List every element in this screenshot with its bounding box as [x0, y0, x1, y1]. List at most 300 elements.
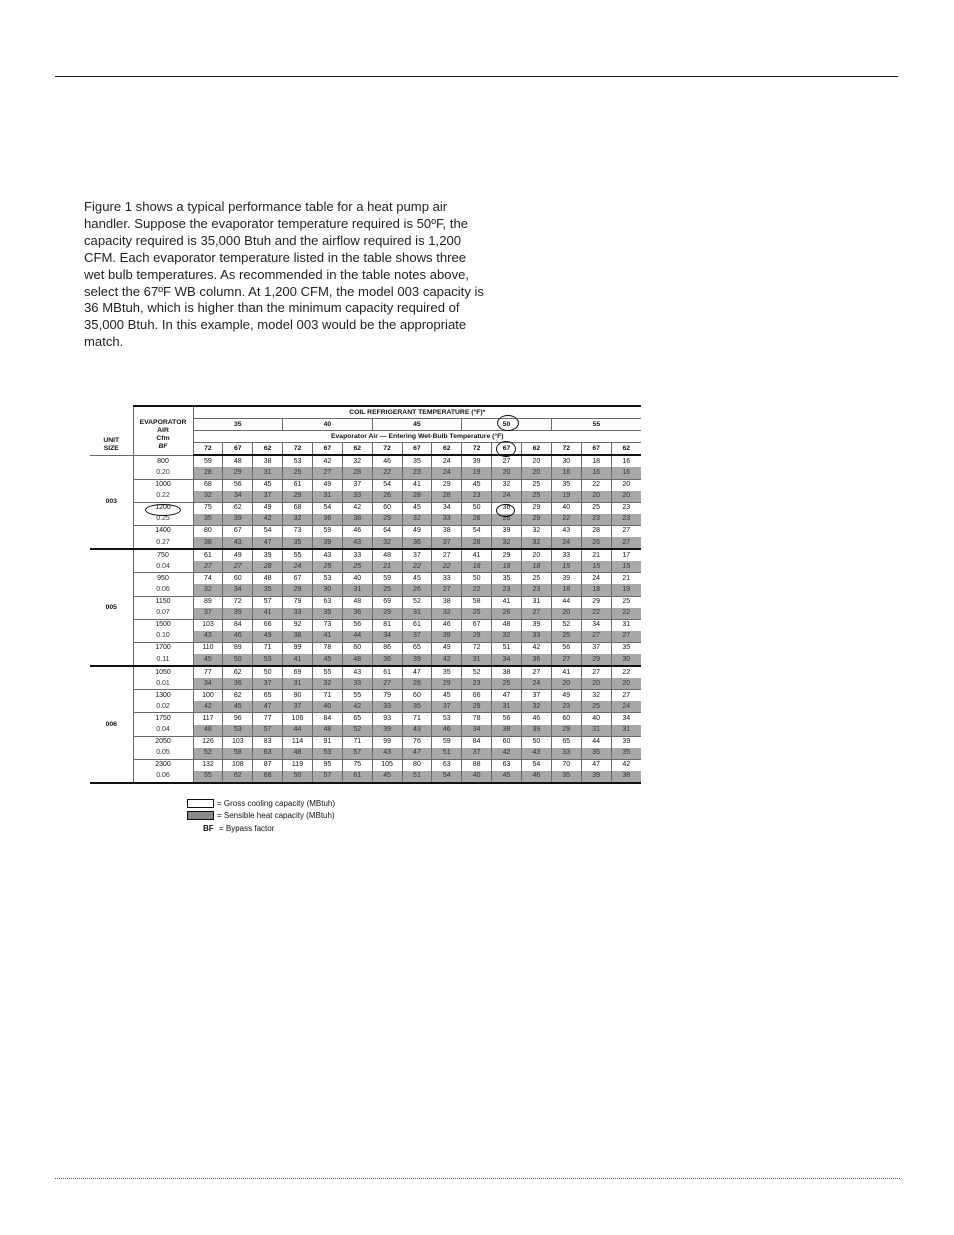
gross-capacity-cell: 43	[312, 549, 342, 561]
sensible-capacity-cell: 16	[551, 467, 581, 479]
gross-capacity-cell: 72	[223, 596, 253, 608]
gross-capacity-cell: 96	[223, 713, 253, 725]
gross-capacity-cell: 84	[462, 736, 492, 748]
gross-capacity-cell: 62	[223, 502, 253, 514]
sensible-capacity-cell: 31	[283, 678, 313, 690]
gross-capacity-cell: 75	[193, 502, 223, 514]
gross-capacity-cell: 75	[342, 759, 372, 771]
gross-capacity-cell: 20	[521, 549, 551, 561]
performance-table	[90, 405, 641, 784]
bypass-factor: 0.11	[133, 654, 193, 666]
highlight-circle-67	[496, 441, 516, 457]
bypass-factor: 0.20	[133, 467, 193, 479]
gross-capacity-cell: 40	[551, 502, 581, 514]
sensible-capacity-cell: 34	[223, 491, 253, 503]
gross-capacity-cell: 25	[611, 596, 641, 608]
sensible-capacity-cell: 47	[253, 537, 283, 549]
sensible-capacity-cell: 31	[253, 467, 283, 479]
sensible-capacity-cell: 43	[342, 537, 372, 549]
gross-capacity-cell: 24	[581, 573, 611, 585]
sensible-capacity-cell: 25	[283, 467, 313, 479]
sensible-capacity-cell: 23	[492, 584, 522, 596]
gross-capacity-cell: 60	[551, 713, 581, 725]
sensible-capacity-cell: 31	[462, 654, 492, 666]
gross-capacity-cell: 27	[432, 549, 462, 561]
gross-capacity-cell: 48	[342, 596, 372, 608]
evaporator-header-line: Cfm	[156, 435, 170, 442]
gross-capacity-cell: 99	[283, 642, 313, 654]
sensible-capacity-cell: 29	[462, 631, 492, 643]
gross-capacity-cell: 29	[521, 502, 551, 514]
gross-capacity-cell: 52	[402, 596, 432, 608]
gross-capacity-cell: 31	[611, 619, 641, 631]
sensible-capacity-cell: 62	[223, 771, 253, 783]
gross-capacity-cell: 49	[432, 642, 462, 654]
wb-temp-62: 62	[342, 443, 372, 456]
gross-capacity-cell: 93	[372, 713, 402, 725]
airflow-cfm: 1500	[133, 619, 193, 631]
sensible-capacity-cell: 27	[521, 608, 551, 620]
gross-capacity-cell: 62	[223, 666, 253, 678]
bypass-factor: 0.04	[133, 725, 193, 737]
gross-capacity-cell: 45	[402, 502, 432, 514]
sensible-capacity-cell: 39	[402, 654, 432, 666]
sensible-capacity-cell: 23	[402, 467, 432, 479]
gross-capacity-cell: 71	[253, 642, 283, 654]
sensible-capacity-cell: 18	[551, 584, 581, 596]
airflow-cfm: 1050	[133, 666, 193, 678]
sensible-capacity-cell: 20	[581, 491, 611, 503]
sensible-capacity-cell: 38	[193, 537, 223, 549]
gross-capacity-cell: 87	[253, 759, 283, 771]
gross-capacity-cell: 37	[342, 479, 372, 491]
gross-capacity-cell: 20	[521, 455, 551, 467]
sensible-capacity-cell: 20	[492, 467, 522, 479]
sensible-capacity-cell: 20	[611, 491, 641, 503]
sensible-capacity-cell: 20	[521, 467, 551, 479]
gross-capacity-cell: 46	[521, 713, 551, 725]
sensible-capacity-cell: 23	[581, 514, 611, 526]
gross-capacity-cell: 38	[432, 525, 462, 537]
gross-capacity-cell: 99	[372, 736, 402, 748]
bypass-factor: 0.27	[133, 537, 193, 549]
sensible-capacity-cell: 52	[342, 725, 372, 737]
bypass-factor: 0.06	[133, 584, 193, 596]
sensible-capacity-cell: 28	[193, 467, 223, 479]
gross-capacity-cell: 61	[402, 619, 432, 631]
sensible-capacity-cell: 49	[253, 631, 283, 643]
gross-capacity-cell: 73	[283, 525, 313, 537]
sensible-capacity-cell: 22	[402, 561, 432, 573]
gross-capacity-cell: 117	[193, 713, 223, 725]
sensible-capacity-cell: 32	[283, 514, 313, 526]
gross-capacity-cell: 71	[342, 736, 372, 748]
coil-temp-55: 55	[551, 419, 641, 431]
sensible-capacity-cell: 31	[611, 725, 641, 737]
gross-capacity-cell: 82	[223, 690, 253, 702]
sensible-capacity-cell: 47	[402, 748, 432, 760]
gross-capacity-cell: 86	[372, 642, 402, 654]
gross-capacity-cell: 61	[193, 549, 223, 561]
gross-capacity-cell: 64	[372, 525, 402, 537]
sensible-capacity-cell: 57	[312, 771, 342, 783]
sensible-capacity-cell: 48	[283, 748, 313, 760]
gross-capacity-cell: 32	[521, 525, 551, 537]
sensible-capacity-cell: 18	[521, 561, 551, 573]
sensible-capacity-cell: 31	[492, 701, 522, 713]
gross-capacity-cell: 37	[581, 642, 611, 654]
gross-capacity-cell: 42	[342, 502, 372, 514]
sensible-capacity-cell: 32	[521, 701, 551, 713]
bypass-factor: 0.22	[133, 491, 193, 503]
gross-capacity-cell: 38	[492, 666, 522, 678]
sensible-capacity-cell: 18	[581, 584, 611, 596]
highlight-circle-1200	[145, 504, 181, 516]
sensible-capacity-cell: 39	[581, 771, 611, 783]
airflow-cfm: 1400	[133, 525, 193, 537]
gross-capacity-cell: 47	[581, 759, 611, 771]
gross-capacity-cell: 48	[492, 619, 522, 631]
gross-capacity-cell: 27	[581, 666, 611, 678]
gross-capacity-cell: 67	[223, 525, 253, 537]
gross-capacity-cell: 23	[611, 502, 641, 514]
gross-capacity-cell: 92	[283, 619, 313, 631]
wb-temp-67: 67	[581, 443, 611, 456]
gross-capacity-cell: 78	[312, 642, 342, 654]
airflow-cfm: 800	[133, 455, 193, 467]
gross-capacity-cell: 18	[581, 455, 611, 467]
sensible-capacity-cell: 43	[402, 725, 432, 737]
sensible-capacity-cell: 25	[372, 584, 402, 596]
sensible-capacity-cell: 52	[193, 748, 223, 760]
sensible-capacity-cell: 33	[342, 678, 372, 690]
unit-size-header-line-1: UNIT	[103, 436, 120, 444]
sensible-capacity-cell: 29	[372, 608, 402, 620]
sensible-capacity-cell: 53	[312, 748, 342, 760]
gross-capacity-cell: 29	[581, 596, 611, 608]
coil-temp-header: COIL REFRIGERANT TEMPERATURE (°F)*	[193, 406, 641, 419]
sensible-capacity-cell: 25	[521, 491, 551, 503]
wb-temp-62: 62	[611, 443, 641, 456]
sensible-capacity-cell: 21	[372, 561, 402, 573]
gross-capacity-cell: 35	[432, 666, 462, 678]
sensible-capacity-cell: 23	[551, 701, 581, 713]
sensible-capacity-cell: 24	[521, 678, 551, 690]
gross-capacity-cell: 21	[611, 573, 641, 585]
gross-capacity-cell: 110	[193, 642, 223, 654]
sensible-capacity-cell: 28	[492, 514, 522, 526]
sensible-capacity-cell: 15	[551, 561, 581, 573]
gross-capacity-cell: 106	[283, 713, 313, 725]
sensible-capacity-cell: 33	[551, 748, 581, 760]
gross-capacity-cell: 54	[312, 502, 342, 514]
gross-capacity-cell: 39	[253, 549, 283, 561]
sensible-capacity-cell: 34	[193, 678, 223, 690]
sensible-capacity-cell: 39	[432, 631, 462, 643]
gross-capacity-cell: 108	[223, 759, 253, 771]
gross-capacity-cell: 49	[551, 690, 581, 702]
wb-temp-72: 72	[372, 443, 402, 456]
gross-capacity-cell: 33	[551, 549, 581, 561]
sensible-capacity-cell: 39	[312, 537, 342, 549]
sensible-capacity-cell: 45	[223, 701, 253, 713]
gross-capacity-cell: 27	[492, 455, 522, 467]
gross-capacity-cell: 21	[581, 549, 611, 561]
gross-capacity-cell: 27	[611, 525, 641, 537]
sensible-capacity-cell: 28	[402, 678, 432, 690]
gross-capacity-cell: 38	[253, 455, 283, 467]
gross-capacity-cell: 53	[283, 455, 313, 467]
gross-capacity-cell: 35	[611, 642, 641, 654]
sensible-capacity-cell: 32	[312, 678, 342, 690]
gross-capacity-cell: 56	[223, 479, 253, 491]
sensible-capacity-cell: 28	[402, 491, 432, 503]
sensible-capacity-cell: 36	[342, 608, 372, 620]
sensible-capacity-cell: 29	[462, 701, 492, 713]
gross-capacity-cell: 41	[462, 549, 492, 561]
sensible-capacity-cell: 33	[372, 701, 402, 713]
sensible-capacity-cell: 16	[581, 467, 611, 479]
sensible-capacity-cell: 41	[312, 631, 342, 643]
gross-capacity-cell: 66	[462, 690, 492, 702]
gross-capacity-cell: 84	[312, 713, 342, 725]
gross-capacity-cell: 71	[312, 690, 342, 702]
gross-capacity-cell: 50	[521, 736, 551, 748]
sensible-capacity-cell: 33	[283, 608, 313, 620]
sensible-capacity-cell: 46	[223, 631, 253, 643]
airflow-cfm: 1300	[133, 690, 193, 702]
sensible-capacity-cell: 43	[372, 748, 402, 760]
sensible-capacity-cell: 34	[372, 631, 402, 643]
gross-capacity-cell: 25	[581, 502, 611, 514]
gross-capacity-cell: 54	[253, 525, 283, 537]
gross-capacity-cell: 46	[372, 455, 402, 467]
sensible-capacity-cell: 29	[283, 584, 313, 596]
sensible-capacity-cell: 25	[581, 701, 611, 713]
gross-capacity-cell: 58	[462, 596, 492, 608]
sensible-capacity-cell: 43	[223, 537, 253, 549]
bypass-factor: 0.07	[133, 608, 193, 620]
gross-capacity-cell: 53	[312, 573, 342, 585]
sensible-capacity-cell: 23	[521, 584, 551, 596]
gross-capacity-cell: 17	[611, 549, 641, 561]
gross-capacity-cell: 68	[283, 502, 313, 514]
gross-capacity-cell: 45	[462, 479, 492, 491]
bypass-factor: 0.02	[133, 701, 193, 713]
gross-capacity-cell: 67	[283, 573, 313, 585]
gross-capacity-cell: 39	[492, 525, 522, 537]
gross-capacity-cell: 47	[402, 666, 432, 678]
legend-bf	[187, 822, 335, 835]
airflow-cfm: 2300	[133, 759, 193, 771]
gross-capacity-cell: 45	[432, 690, 462, 702]
wb-temp-67: 67	[492, 443, 522, 456]
sensible-capacity-cell: 58	[223, 748, 253, 760]
sensible-capacity-cell: 19	[462, 467, 492, 479]
gross-capacity-cell: 35	[402, 455, 432, 467]
gross-capacity-cell: 79	[283, 596, 313, 608]
gross-capacity-cell: 22	[611, 666, 641, 678]
sensible-capacity-cell: 32	[492, 537, 522, 549]
sensible-capacity-cell: 31	[312, 491, 342, 503]
sensible-capacity-cell: 48	[342, 654, 372, 666]
wb-temp-72: 72	[551, 443, 581, 456]
sensible-capacity-cell: 34	[492, 654, 522, 666]
sensible-capacity-cell: 37	[253, 678, 283, 690]
gross-capacity-cell: 60	[342, 642, 372, 654]
sensible-capacity-cell: 35	[283, 537, 313, 549]
top-rule	[55, 76, 898, 77]
bypass-factor: 0.05	[133, 748, 193, 760]
gross-capacity-cell: 89	[223, 642, 253, 654]
sensible-capacity-cell: 36	[223, 678, 253, 690]
sensible-capacity-cell: 36	[402, 537, 432, 549]
sensible-capacity-cell: 63	[253, 748, 283, 760]
gross-capacity-cell: 59	[372, 573, 402, 585]
sensible-capacity-cell: 36	[312, 514, 342, 526]
gross-capacity-cell: 60	[223, 573, 253, 585]
sensible-capacity-cell: 32	[432, 608, 462, 620]
sensible-capacity-cell: 24	[283, 561, 313, 573]
sensible-capacity-cell: 24	[492, 491, 522, 503]
gross-capacity-cell: 54	[521, 759, 551, 771]
gross-capacity-cell: 38	[432, 596, 462, 608]
sensible-capacity-cell: 31	[581, 725, 611, 737]
sensible-capacity-cell: 29	[581, 654, 611, 666]
sensible-capacity-cell: 44	[342, 631, 372, 643]
gross-capacity-cell: 83	[253, 736, 283, 748]
legend-bf-key: BF	[203, 823, 214, 833]
gross-capacity-cell: 81	[372, 619, 402, 631]
sensible-capacity-cell: 30	[611, 654, 641, 666]
sensible-capacity-cell: 42	[432, 654, 462, 666]
sensible-capacity-cell: 36	[372, 654, 402, 666]
sensible-capacity-cell: 46	[432, 725, 462, 737]
gross-capacity-cell: 50	[462, 573, 492, 585]
gross-capacity-cell: 59	[312, 525, 342, 537]
gross-capacity-cell: 100	[193, 690, 223, 702]
sensible-capacity-cell: 27	[611, 631, 641, 643]
gross-capacity-cell: 42	[611, 759, 641, 771]
bypass-factor: 0.10	[133, 631, 193, 643]
sensible-capacity-cell: 34	[223, 584, 253, 596]
sensible-capacity-cell: 35	[551, 771, 581, 783]
gross-capacity-cell: 77	[193, 666, 223, 678]
sensible-capacity-cell: 61	[342, 771, 372, 783]
evaporator-header-line: BF	[158, 443, 168, 450]
sensible-capacity-cell: 35	[312, 608, 342, 620]
sensible-capacity-cell: 39	[372, 725, 402, 737]
gross-capacity-cell: 90	[283, 690, 313, 702]
sensible-capacity-cell: 40	[462, 771, 492, 783]
sensible-capacity-cell: 22	[551, 514, 581, 526]
sensible-capacity-cell: 25	[342, 561, 372, 573]
gross-capacity-cell: 44	[551, 596, 581, 608]
gross-capacity-cell: 67	[462, 619, 492, 631]
sensible-capacity-cell: 33	[432, 514, 462, 526]
gross-capacity-cell: 55	[342, 690, 372, 702]
gross-capacity-cell: 45	[253, 479, 283, 491]
wb-temp-62: 62	[521, 443, 551, 456]
sensible-capacity-cell: 33	[521, 631, 551, 643]
gross-capacity-cell: 42	[521, 642, 551, 654]
sensible-capacity-cell: 26	[581, 537, 611, 549]
sensible-capacity-cell: 25	[551, 631, 581, 643]
gross-capacity-cell: 24	[432, 455, 462, 467]
gross-capacity-cell: 32	[492, 479, 522, 491]
gross-capacity-cell: 65	[551, 736, 581, 748]
gross-capacity-cell: 48	[372, 549, 402, 561]
sensible-capacity-cell: 38	[492, 725, 522, 737]
gross-capacity-cell: 88	[462, 759, 492, 771]
sensible-capacity-cell: 51	[432, 748, 462, 760]
sensible-capacity-cell: 19	[611, 584, 641, 596]
sensible-capacity-cell: 55	[193, 771, 223, 783]
sensible-capacity-cell: 45	[193, 654, 223, 666]
sensible-capacity-cell: 29	[372, 514, 402, 526]
gross-capacity-cell: 69	[372, 596, 402, 608]
sensible-capacity-cell: 28	[342, 467, 372, 479]
wet-bulb-header: Evaporator Air — Entering Wet-Bulb Temperature (°F)	[193, 431, 641, 443]
sensible-capacity-cell: 28	[462, 537, 492, 549]
sensible-capacity-cell: 24	[611, 701, 641, 713]
sensible-capacity-cell: 38	[342, 514, 372, 526]
gross-capacity-cell: 59	[193, 455, 223, 467]
sensible-capacity-cell: 27	[312, 467, 342, 479]
gross-capacity-cell: 25	[521, 573, 551, 585]
sensible-capacity-cell: 32	[193, 584, 223, 596]
sensible-capacity-cell: 50	[283, 771, 313, 783]
sensible-capacity-cell: 20	[551, 608, 581, 620]
gross-capacity-cell: 65	[342, 713, 372, 725]
gross-capacity-cell: 41	[402, 479, 432, 491]
sensible-capacity-cell: 38	[611, 771, 641, 783]
gross-capacity-cell: 48	[223, 455, 253, 467]
sensible-capacity-cell: 26	[492, 608, 522, 620]
sensible-capacity-cell: 48	[312, 725, 342, 737]
sensible-capacity-cell: 28	[432, 491, 462, 503]
bypass-factor: 0.01	[133, 678, 193, 690]
sensible-capacity-cell: 50	[223, 654, 253, 666]
sensible-capacity-cell: 27	[193, 561, 223, 573]
gross-capacity-cell: 39	[521, 619, 551, 631]
gross-capacity-cell: 42	[312, 455, 342, 467]
gross-capacity-cell: 35	[492, 573, 522, 585]
gross-capacity-cell: 70	[551, 759, 581, 771]
gross-capacity-cell: 43	[342, 666, 372, 678]
highlight-circle-50	[497, 415, 519, 431]
gross-capacity-cell: 91	[312, 736, 342, 748]
gross-capacity-cell: 63	[312, 596, 342, 608]
gross-capacity-cell: 60	[492, 736, 522, 748]
sensible-capacity-cell: 37	[432, 537, 462, 549]
gross-capacity-cell: 80	[193, 525, 223, 537]
coil-temp-50: 50	[462, 419, 552, 431]
sensible-capacity-cell: 39	[223, 608, 253, 620]
bypass-factor: 0.06	[133, 771, 193, 783]
unit-size-header	[90, 406, 133, 455]
gross-capacity-cell: 47	[492, 690, 522, 702]
gross-capacity-cell: 33	[432, 573, 462, 585]
gross-capacity-cell: 56	[342, 619, 372, 631]
sensible-capacity-cell: 26	[462, 514, 492, 526]
gross-capacity-cell: 40	[581, 713, 611, 725]
gross-capacity-cell: 52	[462, 666, 492, 678]
sensible-capacity-cell: 37	[432, 701, 462, 713]
legend-swatch-white	[187, 799, 214, 808]
sensible-capacity-cell: 20	[551, 678, 581, 690]
sensible-capacity-cell: 15	[611, 561, 641, 573]
